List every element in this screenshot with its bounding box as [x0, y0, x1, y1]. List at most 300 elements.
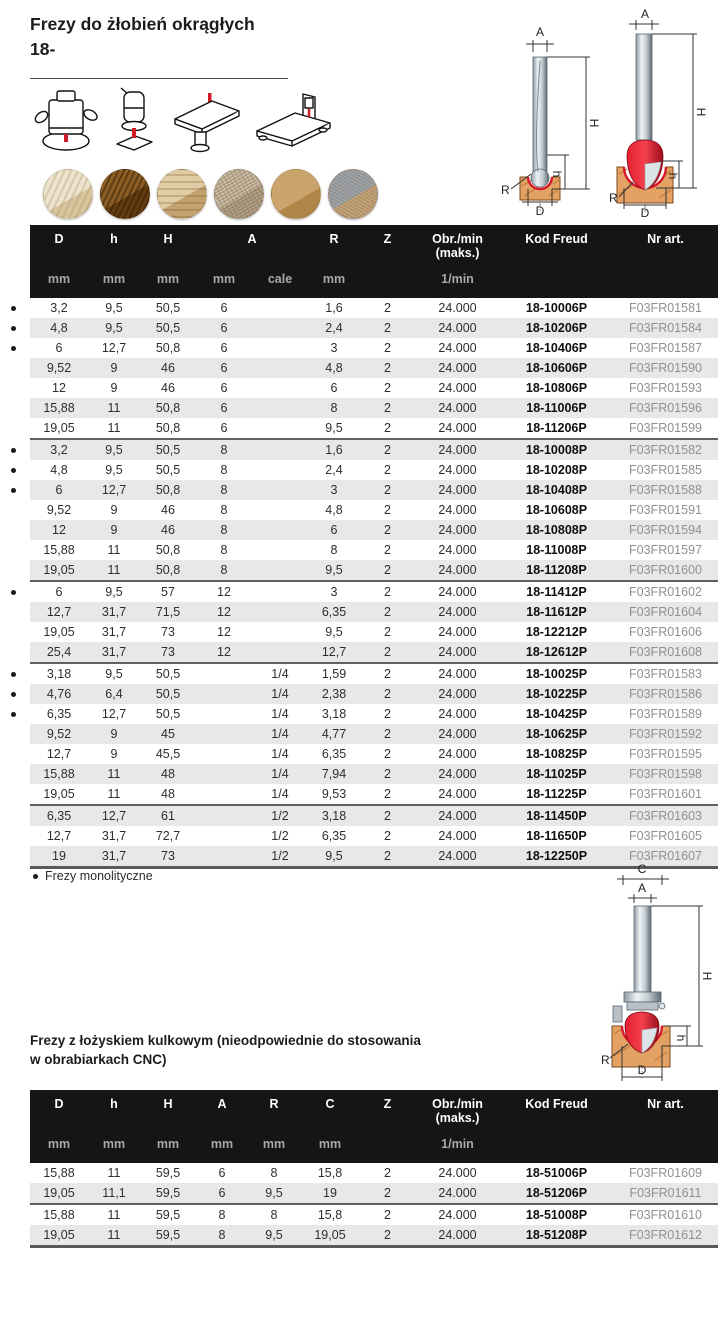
rpm-label-line1: Obr./min [432, 232, 483, 246]
col-a-mm: 8 [220, 523, 228, 537]
col-a-cale [252, 318, 308, 338]
col-z: 2 [384, 1228, 391, 1242]
table-row [30, 744, 718, 764]
col-h: 11 [107, 1166, 121, 1180]
col-h-total: 72,7 [155, 829, 181, 843]
monolithic-bullet [11, 712, 16, 717]
col-nr-art: F03FR01598 [629, 767, 702, 781]
col-z: 2 [384, 401, 391, 415]
col-z: 2 [360, 1204, 415, 1225]
monolithic-bullet [11, 672, 16, 677]
dim-label-r: R [601, 1053, 610, 1067]
col-header-nr-art: Nr art. [613, 225, 718, 272]
unit-h-total: mm [140, 272, 196, 298]
col-kod-freud: 18-11206P [526, 421, 587, 435]
col-kod-freud: 18-12250P [525, 849, 588, 863]
col-rpm: 24.000 [438, 645, 477, 659]
monolithic-bullet [11, 448, 16, 453]
col-nr-art: F03FR01593 [629, 381, 702, 395]
col-z: 2 [384, 301, 391, 315]
col-h-total: 73 [161, 625, 175, 639]
col-d: 15,88 [43, 1166, 75, 1180]
col-h: 9 [110, 523, 118, 537]
monolithic-footnote [33, 869, 153, 883]
col-a-mm [196, 724, 252, 744]
col-a-mm: 6 [220, 421, 228, 435]
col-h: 31,7 [101, 829, 127, 843]
col-a-mm: 6 [220, 381, 228, 395]
col-h: 11 [88, 1204, 140, 1225]
col-z: 2 [384, 829, 391, 843]
col-a-cale: 1/4 [252, 663, 308, 684]
col-kod-freud: 18-10608P [525, 503, 588, 517]
col-kod-freud: 18-10006P [525, 301, 588, 315]
col-d: 15,88 [43, 767, 75, 781]
col-a-mm: 6 [220, 361, 228, 375]
col-rpm: 24.000 [438, 563, 477, 577]
col-rpm: 24.000 [438, 463, 477, 477]
router-table-icon [170, 86, 244, 156]
col-nr-art: F03FR01609 [629, 1166, 702, 1180]
col-d: 15,88 [43, 543, 75, 557]
col-d: 19,05 [43, 421, 75, 435]
col-h: 12,7 [88, 805, 140, 826]
unit-a: mm [196, 1137, 248, 1163]
col-d: 4,8 [30, 318, 88, 338]
col-a-mm: 12 [217, 605, 231, 619]
col-kod-freud: 18-10625P [525, 727, 588, 741]
table-row [30, 724, 718, 744]
col-z: 2 [384, 645, 391, 659]
col-d: 19,05 [43, 787, 75, 801]
col-d: 4,76 [30, 684, 88, 704]
col-d: 19 [52, 849, 66, 863]
col-rpm: 24.000 [438, 361, 477, 375]
col-a-mm [196, 805, 252, 826]
col-a-cale [252, 460, 308, 480]
col-h-total: 50,8 [155, 543, 181, 557]
col-header-nr-art: Nr art. [613, 1090, 718, 1137]
col-a-mm: 12 [217, 625, 231, 639]
col-d: 12 [52, 381, 66, 395]
rpm-label-line2: (maks.) [435, 246, 480, 260]
col-rpm: 24.000 [438, 381, 477, 395]
col-h: 11,1 [102, 1186, 126, 1200]
col-z: 2 [360, 581, 415, 602]
col-a: 8 [218, 1228, 226, 1242]
table-row [30, 500, 718, 520]
col-d: 9,52 [46, 727, 72, 741]
col-z: 2 [384, 767, 391, 781]
col-header-h: h [88, 1090, 140, 1137]
col-a: 6 [218, 1186, 226, 1200]
col-kod-freud: 18-11208P [526, 563, 587, 577]
dim-label-h-total: H [587, 118, 601, 128]
col-header-kod-freud: Kod Freud [500, 225, 613, 272]
table-row [30, 581, 718, 602]
col-rpm: 24.000 [438, 767, 477, 781]
table-row [30, 439, 718, 460]
col-header-r: R [308, 225, 360, 272]
unit-h: mm [88, 1137, 140, 1163]
table-row [30, 663, 718, 684]
col-d: 12,7 [46, 747, 72, 761]
material-swatch-mdf [271, 169, 321, 219]
col-h: 6,4 [105, 687, 123, 701]
monolithic-bullet [11, 468, 16, 473]
cnc-machine-icon [253, 86, 333, 156]
col-kod-freud: 18-10808P [525, 523, 588, 537]
plunge-router-icon [34, 86, 98, 156]
col-h-total: 50,5 [155, 707, 181, 721]
col-kod-freud: 18-10408P [525, 483, 588, 497]
dim-label-h-cut: h [550, 170, 564, 178]
col-nr-art: F03FR01581 [629, 301, 702, 315]
unit-nr [613, 272, 718, 298]
col-d: 12,7 [46, 829, 72, 843]
col-nr-art: F03FR01612 [629, 1228, 702, 1242]
col-kod-freud: 18-11008P [526, 543, 587, 557]
dim-label-a: A [535, 25, 545, 39]
col-r: 8 [330, 401, 338, 415]
col-kod-freud: 18-10025P [500, 663, 613, 684]
col-r: 8 [270, 1166, 278, 1180]
col-h-total: 61 [140, 805, 196, 826]
page-title [30, 12, 255, 62]
col-r: 6 [330, 523, 338, 537]
col-z: 2 [384, 543, 391, 557]
col-a-mm: 6 [220, 301, 228, 315]
col-a-mm: 8 [196, 439, 252, 460]
col-a-cale [252, 338, 308, 358]
col-h: 31,7 [101, 605, 127, 619]
col-rpm: 24.000 [438, 341, 477, 355]
unit-a-mm: mm [196, 272, 252, 298]
col-rpm: 24.000 [438, 605, 477, 619]
col-r: 2,4 [325, 321, 343, 335]
col-header-rpm [415, 1090, 500, 1137]
col-nr-art: F03FR01596 [629, 401, 702, 415]
col-d: 9,52 [46, 503, 72, 517]
col-a-mm: 8 [220, 463, 228, 477]
col-rpm: 24.000 [415, 1204, 500, 1225]
col-h: 9,5 [105, 463, 123, 477]
col-nr-art: F03FR01599 [629, 421, 702, 435]
col-h-total: 46 [161, 503, 175, 517]
col-a-mm: 6 [220, 341, 228, 355]
col-h-total: 50,5 [155, 321, 181, 335]
col-z: 2 [384, 563, 391, 577]
col-z: 2 [384, 361, 391, 375]
col-r: 9,53 [321, 787, 347, 801]
col-kod-freud: 18-10206P [525, 321, 588, 335]
col-a: 6 [218, 1166, 226, 1180]
table-row [30, 298, 718, 318]
col-a-mm: 8 [220, 483, 228, 497]
col-nr-art: F03FR01611 [629, 1186, 702, 1200]
monolithic-bullet [11, 326, 16, 331]
col-z: 2 [384, 727, 391, 741]
col-z: 2 [384, 463, 391, 477]
col-a-cale [252, 560, 308, 581]
col-nr-art: F03FR01587 [629, 341, 702, 355]
col-d: 15,88 [30, 1204, 88, 1225]
col-kod-freud: 18-10225P [525, 687, 588, 701]
bit-diagram-round-nose [609, 7, 708, 218]
col-a-cale [252, 298, 308, 318]
unit-kod [500, 1137, 613, 1163]
col-nr-art: F03FR01610 [613, 1204, 718, 1225]
col-h-total: 45 [161, 727, 175, 741]
col-a-mm [196, 744, 252, 764]
table-row [30, 398, 718, 418]
material-swatches [43, 169, 378, 219]
machine-compatibility-icons [34, 86, 333, 156]
col-h-total: 59,5 [155, 1186, 181, 1200]
col-z: 2 [384, 625, 391, 639]
table-row [30, 1183, 718, 1204]
table-row [30, 805, 718, 826]
col-kod-freud: 18-12212P [525, 625, 588, 639]
col-rpm: 24.000 [438, 727, 477, 741]
col-d: 19,05 [43, 563, 75, 577]
col-h-total: 50,8 [155, 341, 181, 355]
col-nr-art: F03FR01606 [629, 625, 702, 639]
col-h-total: 50,5 [140, 663, 196, 684]
col-kod-freud: 18-10406P [525, 341, 588, 355]
col-header-a: A [196, 225, 308, 272]
col-d: 4,8 [30, 460, 88, 480]
title-divider [30, 78, 288, 79]
col-nr-art: F03FR01597 [629, 543, 702, 557]
col-a-mm [196, 784, 252, 805]
table-row [30, 418, 718, 439]
col-h: 9,5 [105, 301, 123, 315]
col-a-mm [196, 764, 252, 784]
col-d: 6 [30, 480, 88, 500]
col-r: 9,5 [325, 421, 343, 435]
col-d: 3,2 [30, 439, 88, 460]
col-h-total: 50,5 [140, 439, 196, 460]
col-kod-freud: 18-10806P [525, 381, 588, 395]
col-kod-freud: 18-51008P [500, 1204, 613, 1225]
col-h-total: 46 [161, 361, 175, 375]
dim-label-r: R [501, 183, 510, 197]
col-d: 9,52 [46, 361, 72, 375]
col-rpm: 24.000 [438, 1228, 477, 1242]
col-d: 19,05 [43, 625, 75, 639]
col-h: 9,5 [88, 581, 140, 602]
col-kod-freud: 18-10425P [525, 707, 588, 721]
col-a-mm [196, 663, 252, 684]
col-rpm: 24.000 [438, 707, 477, 721]
unit-rpm: 1/min [415, 1137, 500, 1163]
col-r: 12,7 [321, 645, 347, 659]
section2-title [30, 1031, 421, 1069]
col-c: 19,05 [314, 1228, 346, 1242]
col-a-cale: 1/2 [271, 829, 289, 843]
material-swatch-chipboard [214, 169, 264, 219]
col-h-total: 48 [161, 787, 175, 801]
col-z: 2 [384, 523, 391, 537]
material-swatch-hardwood [100, 169, 150, 219]
col-d: 12 [52, 523, 66, 537]
dim-label-h-total: H [700, 971, 714, 981]
col-r: 6 [330, 381, 338, 395]
col-h-total: 46 [161, 381, 175, 395]
col-nr-art: F03FR01600 [629, 563, 702, 577]
col-r: 4,8 [325, 503, 343, 517]
col-a-cale [252, 581, 308, 602]
trim-router-icon [107, 86, 161, 156]
col-a-cale: 1/4 [271, 747, 289, 761]
col-header-c: C [300, 1090, 360, 1137]
col-kod-freud: 18-10825P [525, 747, 588, 761]
col-z: 2 [384, 1186, 391, 1200]
col-h: 9,5 [105, 321, 123, 335]
col-h: 9 [110, 381, 118, 395]
dim-label-h-cut: h [666, 172, 680, 180]
col-d: 3,2 [30, 298, 88, 318]
bullet-icon [33, 874, 38, 879]
col-kod-freud: 18-51006P [525, 1166, 588, 1180]
col-h-total: 50,5 [155, 463, 181, 477]
col-rpm: 24.000 [438, 421, 477, 435]
col-h-total: 57 [140, 581, 196, 602]
col-nr-art: F03FR01605 [629, 829, 702, 843]
col-h: 12,7 [101, 341, 127, 355]
col-r: 3,18 [321, 707, 347, 721]
col-d: 19,05 [43, 1228, 75, 1242]
col-kod-freud: 18-11025P [526, 767, 587, 781]
dim-label-h-total: H [694, 107, 708, 117]
col-rpm: 24.000 [438, 321, 477, 335]
col-a-mm [196, 826, 252, 846]
col-a-mm [196, 684, 252, 704]
col-h: 9 [110, 503, 118, 517]
col-nr-art: F03FR01601 [629, 787, 702, 801]
col-a-cale [252, 642, 308, 663]
col-header-h-total: H [140, 225, 196, 272]
col-rpm: 24.000 [438, 1186, 477, 1200]
col-h: 31,7 [101, 625, 127, 639]
col-header-z: Z [360, 1090, 415, 1137]
dim-label-d: D [640, 206, 650, 218]
col-r: 1,6 [308, 439, 360, 460]
material-swatch-plywood [157, 169, 207, 219]
col-z: 2 [384, 849, 391, 863]
col-nr-art: F03FR01603 [613, 805, 718, 826]
col-h-total: 50,8 [155, 563, 181, 577]
col-rpm: 24.000 [415, 663, 500, 684]
col-rpm: 24.000 [438, 829, 477, 843]
col-kod-freud: 18-11612P [526, 605, 587, 619]
col-z: 2 [384, 1166, 391, 1180]
unit-z [360, 272, 415, 298]
footnote-label: Frezy monolityczne [45, 869, 153, 883]
table-row [30, 704, 718, 724]
col-a-cale [252, 500, 308, 520]
col-a-cale [252, 480, 308, 500]
col-h: 11 [107, 767, 121, 781]
col-a-cale [252, 358, 308, 378]
col-rpm: 24.000 [415, 439, 500, 460]
col-d: 25,4 [46, 645, 72, 659]
col-header-d: D [30, 1090, 88, 1137]
col-kod-freud: 18-11006P [526, 401, 587, 415]
col-c: 19 [323, 1186, 337, 1200]
col-h-total: 73 [161, 849, 175, 863]
table-row [30, 1163, 718, 1183]
dim-label-d: D [637, 1063, 647, 1077]
table-row [30, 684, 718, 704]
col-z: 2 [384, 321, 391, 335]
col-rpm: 24.000 [438, 503, 477, 517]
table-row [30, 460, 718, 480]
unit-h: mm [88, 272, 140, 298]
col-h-total: 50,8 [155, 421, 181, 435]
table-row [30, 642, 718, 663]
monolithic-bullet [11, 306, 16, 311]
unit-c: mm [300, 1137, 360, 1163]
col-nr-art: F03FR01588 [629, 483, 702, 497]
col-rpm: 24.000 [438, 401, 477, 415]
col-r: 4,8 [325, 361, 343, 375]
col-r: 1,6 [325, 301, 343, 315]
col-h-total: 48 [161, 767, 175, 781]
col-h: 9,5 [88, 439, 140, 460]
col-nr-art: F03FR01595 [629, 747, 702, 761]
col-a-mm: 6 [220, 321, 228, 335]
col-nr-art: F03FR01594 [629, 523, 702, 537]
col-h: 11 [107, 787, 121, 801]
col-kod-freud: 18-10008P [500, 439, 613, 460]
unit-r: mm [308, 272, 360, 298]
col-r: 1,59 [308, 663, 360, 684]
col-d: 6,35 [30, 704, 88, 724]
col-d: 3,18 [30, 663, 88, 684]
col-r: 8 [248, 1204, 300, 1225]
col-c: 15,8 [317, 1166, 343, 1180]
col-nr-art: F03FR01586 [629, 687, 702, 701]
monolithic-bullet [11, 590, 16, 595]
col-rpm: 24.000 [438, 301, 477, 315]
col-r: 8 [330, 543, 338, 557]
col-d: 6,35 [30, 805, 88, 826]
col-r: 6,35 [321, 605, 347, 619]
dim-label-r: R [609, 191, 618, 205]
col-r: 9,5 [265, 1186, 283, 1200]
section2-title-line2: w obrabiarkach CNC) [30, 1052, 167, 1067]
col-r: 9,5 [325, 625, 343, 639]
col-h-total: 46 [161, 523, 175, 537]
unit-d: mm [30, 272, 88, 298]
table-row [30, 480, 718, 500]
col-kod-freud: 18-51208P [525, 1228, 588, 1242]
col-z: 2 [360, 439, 415, 460]
col-rpm: 24.000 [415, 581, 500, 602]
col-nr-art: F03FR01585 [629, 463, 702, 477]
col-kod-freud: 18-51206P [525, 1186, 588, 1200]
col-z: 2 [384, 605, 391, 619]
material-swatch-softwood [43, 169, 93, 219]
table-row [30, 622, 718, 642]
table-row [30, 826, 718, 846]
col-a-cale: 1/2 [252, 805, 308, 826]
col-kod-freud: 18-12612P [525, 645, 588, 659]
table-row [30, 764, 718, 784]
col-r: 7,94 [321, 767, 347, 781]
